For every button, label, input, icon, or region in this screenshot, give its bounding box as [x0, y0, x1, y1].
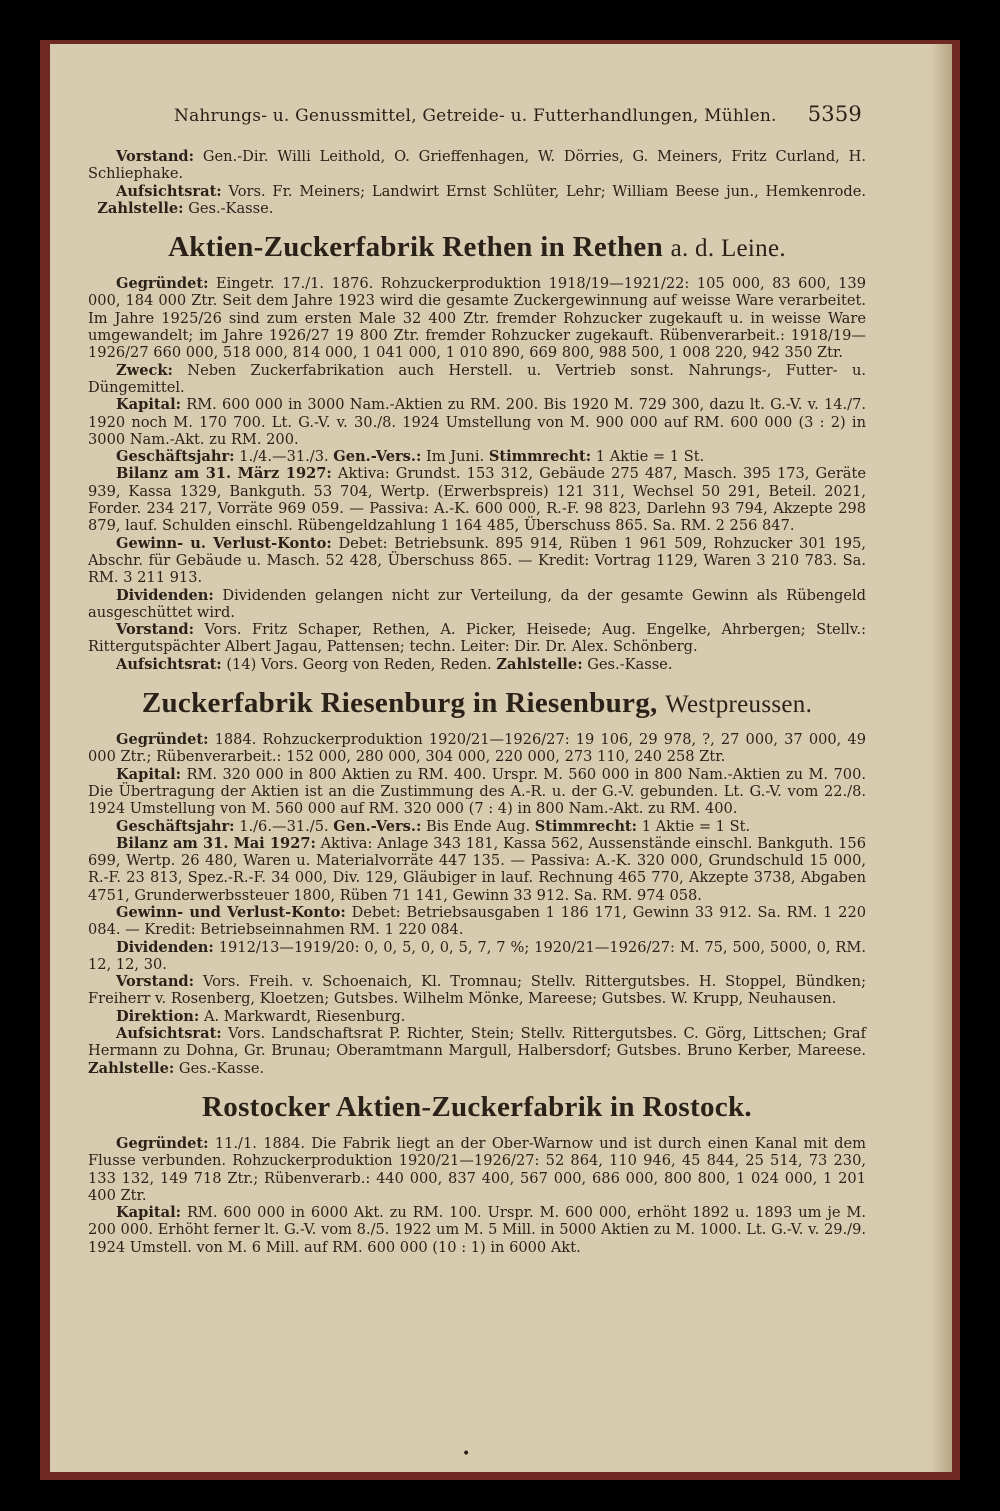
- field-label: Bilanz am 31. Mai 1927:: [116, 834, 316, 852]
- paragraph: [88, 766, 866, 818]
- field-label: Dividenden:: [116, 586, 214, 604]
- company-title: [88, 229, 866, 267]
- field-label: Aufsichtsrat:: [116, 1025, 222, 1043]
- paragraph: [88, 362, 866, 397]
- field-text: Vors. Freih. v. Schoenaich, Kl. Tromnau; Stellv. Rittergutsbes. H. Stoppel, Bündken; Freiherr v. Rosenberg, Kloetzen; Gutsbes. Wilhelm Mönke, Mareese; Gutsbes. W. Krupp, Neuhausen.: [88, 973, 866, 1008]
- field-label: Direktion:: [116, 1007, 200, 1025]
- field-label: Zahlstelle:: [97, 199, 184, 217]
- company-entry: [88, 685, 866, 1077]
- field-text: A. Markwardt, Riesenburg.: [203, 1007, 406, 1025]
- paragraph: [88, 835, 866, 904]
- paragraph: [88, 396, 866, 448]
- field-text: Ges.-Kasse.: [587, 655, 673, 673]
- entries: [88, 229, 866, 1256]
- field-text: 1 Aktie = 1 St.: [641, 817, 751, 835]
- paragraph: [88, 1008, 866, 1025]
- field-text: (14) Vors. Georg von Reden, Reden.: [226, 655, 492, 673]
- field-label: Gegründet:: [116, 1134, 209, 1152]
- field-label: Stimmrecht:: [488, 448, 592, 466]
- page-number: 5359: [807, 102, 862, 126]
- field-label: Kapital:: [116, 1204, 182, 1222]
- company-entry: [88, 229, 866, 673]
- field-label: Zweck:: [116, 361, 173, 379]
- paragraph: [88, 183, 866, 218]
- field-label: Gewinn- und Verlust-Konto:: [116, 903, 346, 921]
- field-text: 1912/13—1919/20: 0, 0, 5, 0, 0, 5, 7, 7 %; 1920/21—1926/27: M. 75, 500, 5000, 0, RM. 12, 12, 30.: [88, 938, 866, 973]
- field-text: Aktiva: Grundst. 153 312, Gebäude 275 487, Masch. 395 173, Geräte 939, Kassa 1329, Bankguth. 53 704, Wertp. (Erwerbspreis) 121 311, Wechsel 50 291, Beteil. 2021, Forder. 234 217, Vorräte 969 059. — Passiva: A.-K. 600 000, R.-F. 98 823, Darlehn 93 794, Akzepte 298 879, lauf. Schulden einschl. Rübengeldzahlung 1 164 485, Überschuss 865. Sa. RM. 2 256 847.: [88, 465, 867, 535]
- field-text: Eingetr. 17./1. 1876. Rohzuckerproduktion 1918/19—1921/22: 105 000, 83 600, 139 000, 184 000 Ztr. Seit dem Jahre 1923 wird die gesamte Zuckergewinnung auf weisse Ware verarbeitet. Im Jahre 1925/26 sind zum ersten Male 32 400 Ztr. fremder Rohzucker zugekauft u. in weisse Ware umgewandelt; im Jahre 1926/27 19 800 Ztr. fremder Rohzucker zugekauft. Rübenverarbeit.: 1918/19—1926/27 660 000, 518 000, 814 000, 1 041 000, 1 010 890, 669 800, 988 500, 1 008 220, 942 350 Ztr.: [88, 275, 867, 362]
- paragraph: [88, 148, 866, 183]
- paragraph: [88, 656, 866, 673]
- company-entry: [88, 1089, 866, 1256]
- company-name: Aktien-Zuckerfabrik Rethen in Rethen: [168, 231, 663, 264]
- field-label: Vorstand:: [116, 148, 195, 165]
- field-text: RM. 320 000 in 800 Aktien zu RM. 400. Urspr. M. 560 000 in 800 Nam.-Aktien zu M. 700. Die Übertragung der Aktien ist an die Zustimmung des A.-R. u. der G.-V. gebunden. Lt. G.-V. vom 22./8. 1924 Umstellung von M. 560 000 auf RM. 320 000 (7 : 4) in 800 Nam.-Akt. zu RM. 400.: [88, 765, 866, 818]
- paragraph: [88, 973, 866, 1008]
- paragraph: [88, 535, 866, 587]
- paragraph: [88, 448, 866, 465]
- field-text: RM. 600 000 in 3000 Nam.-Aktien zu RM. 200. Bis 1920 M. 729 300, dazu lt. G.-V. v. 14./7. 1920 noch M. 170 700. Lt. G.-V. v. 30./8. 1924 Umstellung von M. 900 000 auf RM. 600 000 (3 : 2) in 3000 Nam.-Akt. zu RM. 200.: [88, 396, 866, 448]
- field-label: Vorstand:: [116, 621, 195, 639]
- field-text: 1884. Rohzuckerproduktion 1920/21—1926/27: 19 106, 29 978, ?, 27 000, 37 000, 49 000 Ztr.; Rübenverarbeit.: 152 000, 280 000, 304 000, 220 000, 273 110, 240 258 Ztr.: [88, 731, 866, 766]
- field-label: Dividenden:: [116, 938, 214, 956]
- paragraph: [88, 1025, 866, 1077]
- page-content: [88, 148, 866, 1268]
- field-text: Ges.-Kasse.: [178, 1059, 265, 1077]
- field-label: Gen.-Vers.:: [333, 817, 422, 835]
- field-text: 1./4.—31./3.: [239, 448, 329, 466]
- field-text: Bis Ende Aug.: [426, 817, 531, 835]
- paragraph: [88, 904, 866, 939]
- company-title: [88, 1089, 866, 1127]
- field-label: Gen.-Vers.:: [333, 448, 422, 466]
- field-label: Geschäftsjahr:: [116, 817, 235, 835]
- field-label: Bilanz am 31. März 1927:: [116, 465, 332, 483]
- paragraph: [88, 621, 866, 656]
- field-text: 1 Aktie = 1 St.: [595, 448, 705, 466]
- field-text: RM. 600 000 in 6000 Akt. zu RM. 100. Urspr. M. 600 000, erhöht 1892 u. 1893 um je M. 200 000. Erhöht ferner lt. G.-V. vom 8./5. 1922 um M. 5 Mill. in 5000 Aktien zu M. 1000. Lt. G.-V. v. 29./9. 1924 Umstell. von M. 6 Mill. auf RM. 600 000 (10 : 1) in 6000 Akt.: [88, 1204, 866, 1256]
- field-label: Stimmrecht:: [534, 817, 638, 835]
- field-label: Kapital:: [116, 396, 182, 414]
- field-label: Geschäftsjahr:: [116, 448, 235, 466]
- company-location: a. d. Leine.: [670, 235, 786, 263]
- field-label: Aufsichtsrat:: [116, 182, 222, 200]
- paragraph: [88, 1204, 866, 1256]
- field-label: Vorstand:: [116, 973, 195, 991]
- field-text: Debet: Betriebsunk. 895 914, Rüben 1 961 509, Rohzucker 301 195, Abschr. für Gebäude u. Masch. 52 428, Überschuss 865. — Kredit: Vortrag 1129, Waren 3 210 783. Sa. RM. 3 211 913.: [88, 534, 867, 587]
- top-block: [88, 148, 866, 217]
- field-label: Zahlstelle:: [496, 655, 583, 673]
- company-name: Rostocker Aktien-Zuckerfabrik in Rostock.: [202, 1090, 752, 1123]
- header-title: Nahrungs- u. Genussmittel, Getreide- u. Futterhandlungen, Mühlen.: [174, 106, 777, 126]
- field-text: Im Juni.: [426, 448, 485, 466]
- company-name: Zuckerfabrik Riesenburg in Riesenburg,: [141, 687, 658, 720]
- field-text: Debet: Betriebsausgaben 1 186 171, Gewinn 33 912. Sa. RM. 1 220 084. — Kredit: Betriebseinnahmen RM. 1 220 084.: [88, 903, 867, 939]
- field-text: Gen.-Dir. Willi Leithold, O. Grieffenhagen, W. Dörries, G. Meiners, Fritz Curland, H. Schliephake.: [88, 148, 866, 183]
- field-label: Gegründet:: [116, 275, 209, 293]
- company-title: [88, 685, 866, 723]
- paragraph: [88, 1135, 866, 1204]
- running-header: [174, 102, 862, 126]
- field-text: Aktiva: Anlage 343 181, Kassa 562, Aussenstände einschl. Bankguth. 156 699, Wertp. 26 480, Waren u. Materialvorräte 447 135. — Passiva: A.-K. 320 000, Grundschuld 15 000, R.-F. 23 813, Spez.-R.-F. 34 000, Div. 129, Gläubiger in lauf. Rechnung 465 770, Akzepte 3738, Abgaben 4751, Grunderwerbssteuer 1800, Rüben 71 141, Gewinn 33 912. Sa. RM. 974 058.: [88, 834, 867, 904]
- ink-mark: •: [462, 1446, 471, 1462]
- field-text: Vors. Fr. Meiners; Landwirt Ernst Schlüter, Lehr; William Beese jun., Hemkenrode.: [228, 182, 867, 200]
- paragraph: [88, 939, 866, 974]
- paragraph: [88, 818, 866, 835]
- field-label: Kapital:: [116, 765, 182, 783]
- field-label: Zahlstelle:: [88, 1059, 175, 1077]
- paragraph: [88, 731, 866, 766]
- field-text: Ges.-Kasse.: [188, 199, 274, 217]
- paragraph: [88, 465, 866, 534]
- field-label: Aufsichtsrat:: [116, 655, 222, 673]
- field-text: 1./6.—31./5.: [239, 817, 329, 835]
- field-text: Dividenden gelangen nicht zur Verteilung, da der gesamte Gewinn als Rübengeld ausgeschüttet wird.: [88, 586, 866, 621]
- page: [50, 44, 952, 1472]
- field-text: 11./1. 1884. Die Fabrik liegt an der Ober-Warnow und ist durch einen Kanal mit dem Flusse verbunden. Rohzuckerproduktion 1920/21—1926/27: 52 864, 110 946, 45 844, 25 514, 73 230, 133 132, 149 718 Ztr.; Rübenverarb.: 440 000, 837 400, 567 000, 686 000, 800 800, 1 024 000, 1 201 400 Ztr.: [88, 1134, 866, 1204]
- field-label: Gegründet:: [116, 731, 209, 749]
- field-label: Gewinn- u. Verlust-Konto:: [116, 534, 332, 552]
- field-text: Neben Zuckerfabrikation auch Herstell. u. Vertrieb sonst. Nahrungs-, Futter- u. Düngemittel.: [88, 361, 866, 396]
- company-location: Westpreussen.: [665, 691, 813, 719]
- paragraph: [88, 275, 866, 361]
- paragraph: [88, 587, 866, 622]
- field-text: Vors. Landschaftsrat P. Richter, Stein; Stellv. Rittergutsbes. C. Görg, Littschen; Graf Hermann zu Dohna, Gr. Brunau; Oberamtmann Margull, Halbersdorf; Gutsbes. Bruno Kerber, Mareese.: [88, 1025, 866, 1060]
- field-text: Vors. Fritz Schaper, Rethen, A. Picker, Heisede; Aug. Engelke, Ahrbergen; Stellv.: Rittergutspächter Albert Jagau, Pattensen; techn. Leiter: Dir. Dr. Alex. Schönberg.: [88, 621, 867, 656]
